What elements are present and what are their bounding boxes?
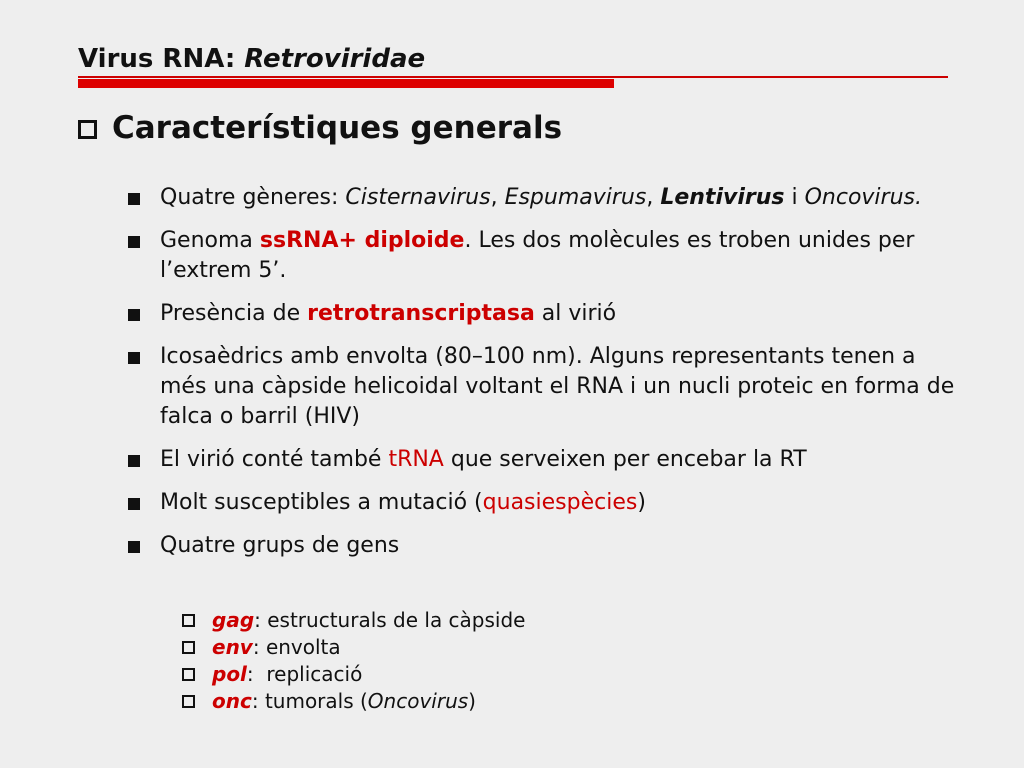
highlight-retrotranscriptasa: retrotranscriptasa — [307, 301, 535, 326]
hollow-square-bullet-icon — [182, 614, 195, 627]
text: El virió conté també — [160, 447, 389, 472]
bullet-gene-groups — [128, 531, 968, 561]
bullet-trna — [128, 445, 968, 475]
square-bullet-icon — [128, 193, 140, 205]
hollow-square-bullet-icon — [182, 695, 195, 708]
text: al virió — [534, 301, 617, 326]
gene-item-gag — [182, 607, 525, 634]
genus-espumavirus: Espumavirus — [504, 185, 647, 210]
gene-item-env — [182, 634, 525, 661]
gene-list — [182, 607, 525, 715]
gene-desc: : tumorals ( — [251, 689, 368, 713]
heading-text: Característiques generals — [112, 110, 563, 146]
text: , — [646, 185, 661, 210]
gene-name: pol — [212, 662, 247, 686]
highlight-ssrna: ssRNA+ diploide — [259, 228, 465, 253]
bullet-retrotranscriptase — [128, 299, 968, 329]
gene-name: onc — [212, 689, 252, 713]
gene-desc-end: ) — [468, 689, 476, 713]
text: Quatre gèneres: — [160, 185, 346, 210]
text: Presència de — [160, 301, 308, 326]
bullet-genera — [128, 183, 968, 213]
main-bullet-list — [128, 183, 968, 574]
square-bullet-icon — [128, 541, 140, 553]
title-prefix: Virus RNA: — [78, 44, 245, 74]
square-bullet-icon — [128, 309, 140, 321]
text: . Les dos molècules es troben unides per l’extrem 5’. — [160, 228, 915, 283]
text: que serveixen per encebar la RT — [443, 447, 807, 472]
text: Quatre grups de gens — [160, 533, 400, 558]
genus-oncovirus: Oncovirus. — [804, 185, 922, 210]
gene-item-onc — [182, 688, 525, 715]
gene-desc: : estructurals de la càpside — [254, 608, 526, 632]
slide-title — [78, 44, 425, 74]
hollow-square-bullet-icon — [182, 641, 195, 654]
gene-item-pol — [182, 661, 525, 688]
text: Genoma — [160, 228, 260, 253]
gene-name: env — [212, 635, 253, 659]
text: Molt susceptibles a mutació ( — [160, 490, 483, 515]
title-underline-thick — [78, 79, 614, 88]
bullet-mutation — [128, 488, 968, 518]
genus-cisternavirus: Cisternavirus — [345, 185, 491, 210]
hollow-square-bullet-icon — [182, 668, 195, 681]
title-italic: Retroviridae — [244, 44, 426, 74]
bullet-genome — [128, 226, 968, 286]
square-bullet-icon — [128, 498, 140, 510]
gene-desc: : envolta — [252, 635, 341, 659]
text: ) — [637, 490, 646, 515]
genus-lentivirus: Lentivirus — [660, 185, 785, 210]
square-bullet-icon — [128, 352, 140, 364]
square-bullet-icon — [128, 455, 140, 467]
text: Icosaèdrics amb envolta (80–100 nm). Alguns representants tenen a més una càpside helicoidal voltant el RNA i un nucli proteic en forma de falca o barril (HIV) — [160, 344, 955, 429]
title-underline-thin — [78, 76, 948, 78]
highlight-quasiespecies: quasiespècies — [482, 490, 638, 515]
text: , — [490, 185, 505, 210]
highlight-trna: tRNA — [388, 447, 444, 472]
hollow-square-bullet-icon — [78, 120, 97, 139]
square-bullet-icon — [128, 236, 140, 248]
section-heading — [78, 110, 562, 146]
gene-name: gag — [212, 608, 255, 632]
gene-desc: : replicació — [246, 662, 363, 686]
text: i — [784, 185, 805, 210]
gene-desc-italic: Oncovirus — [367, 689, 469, 713]
bullet-icosahedral — [128, 342, 968, 432]
